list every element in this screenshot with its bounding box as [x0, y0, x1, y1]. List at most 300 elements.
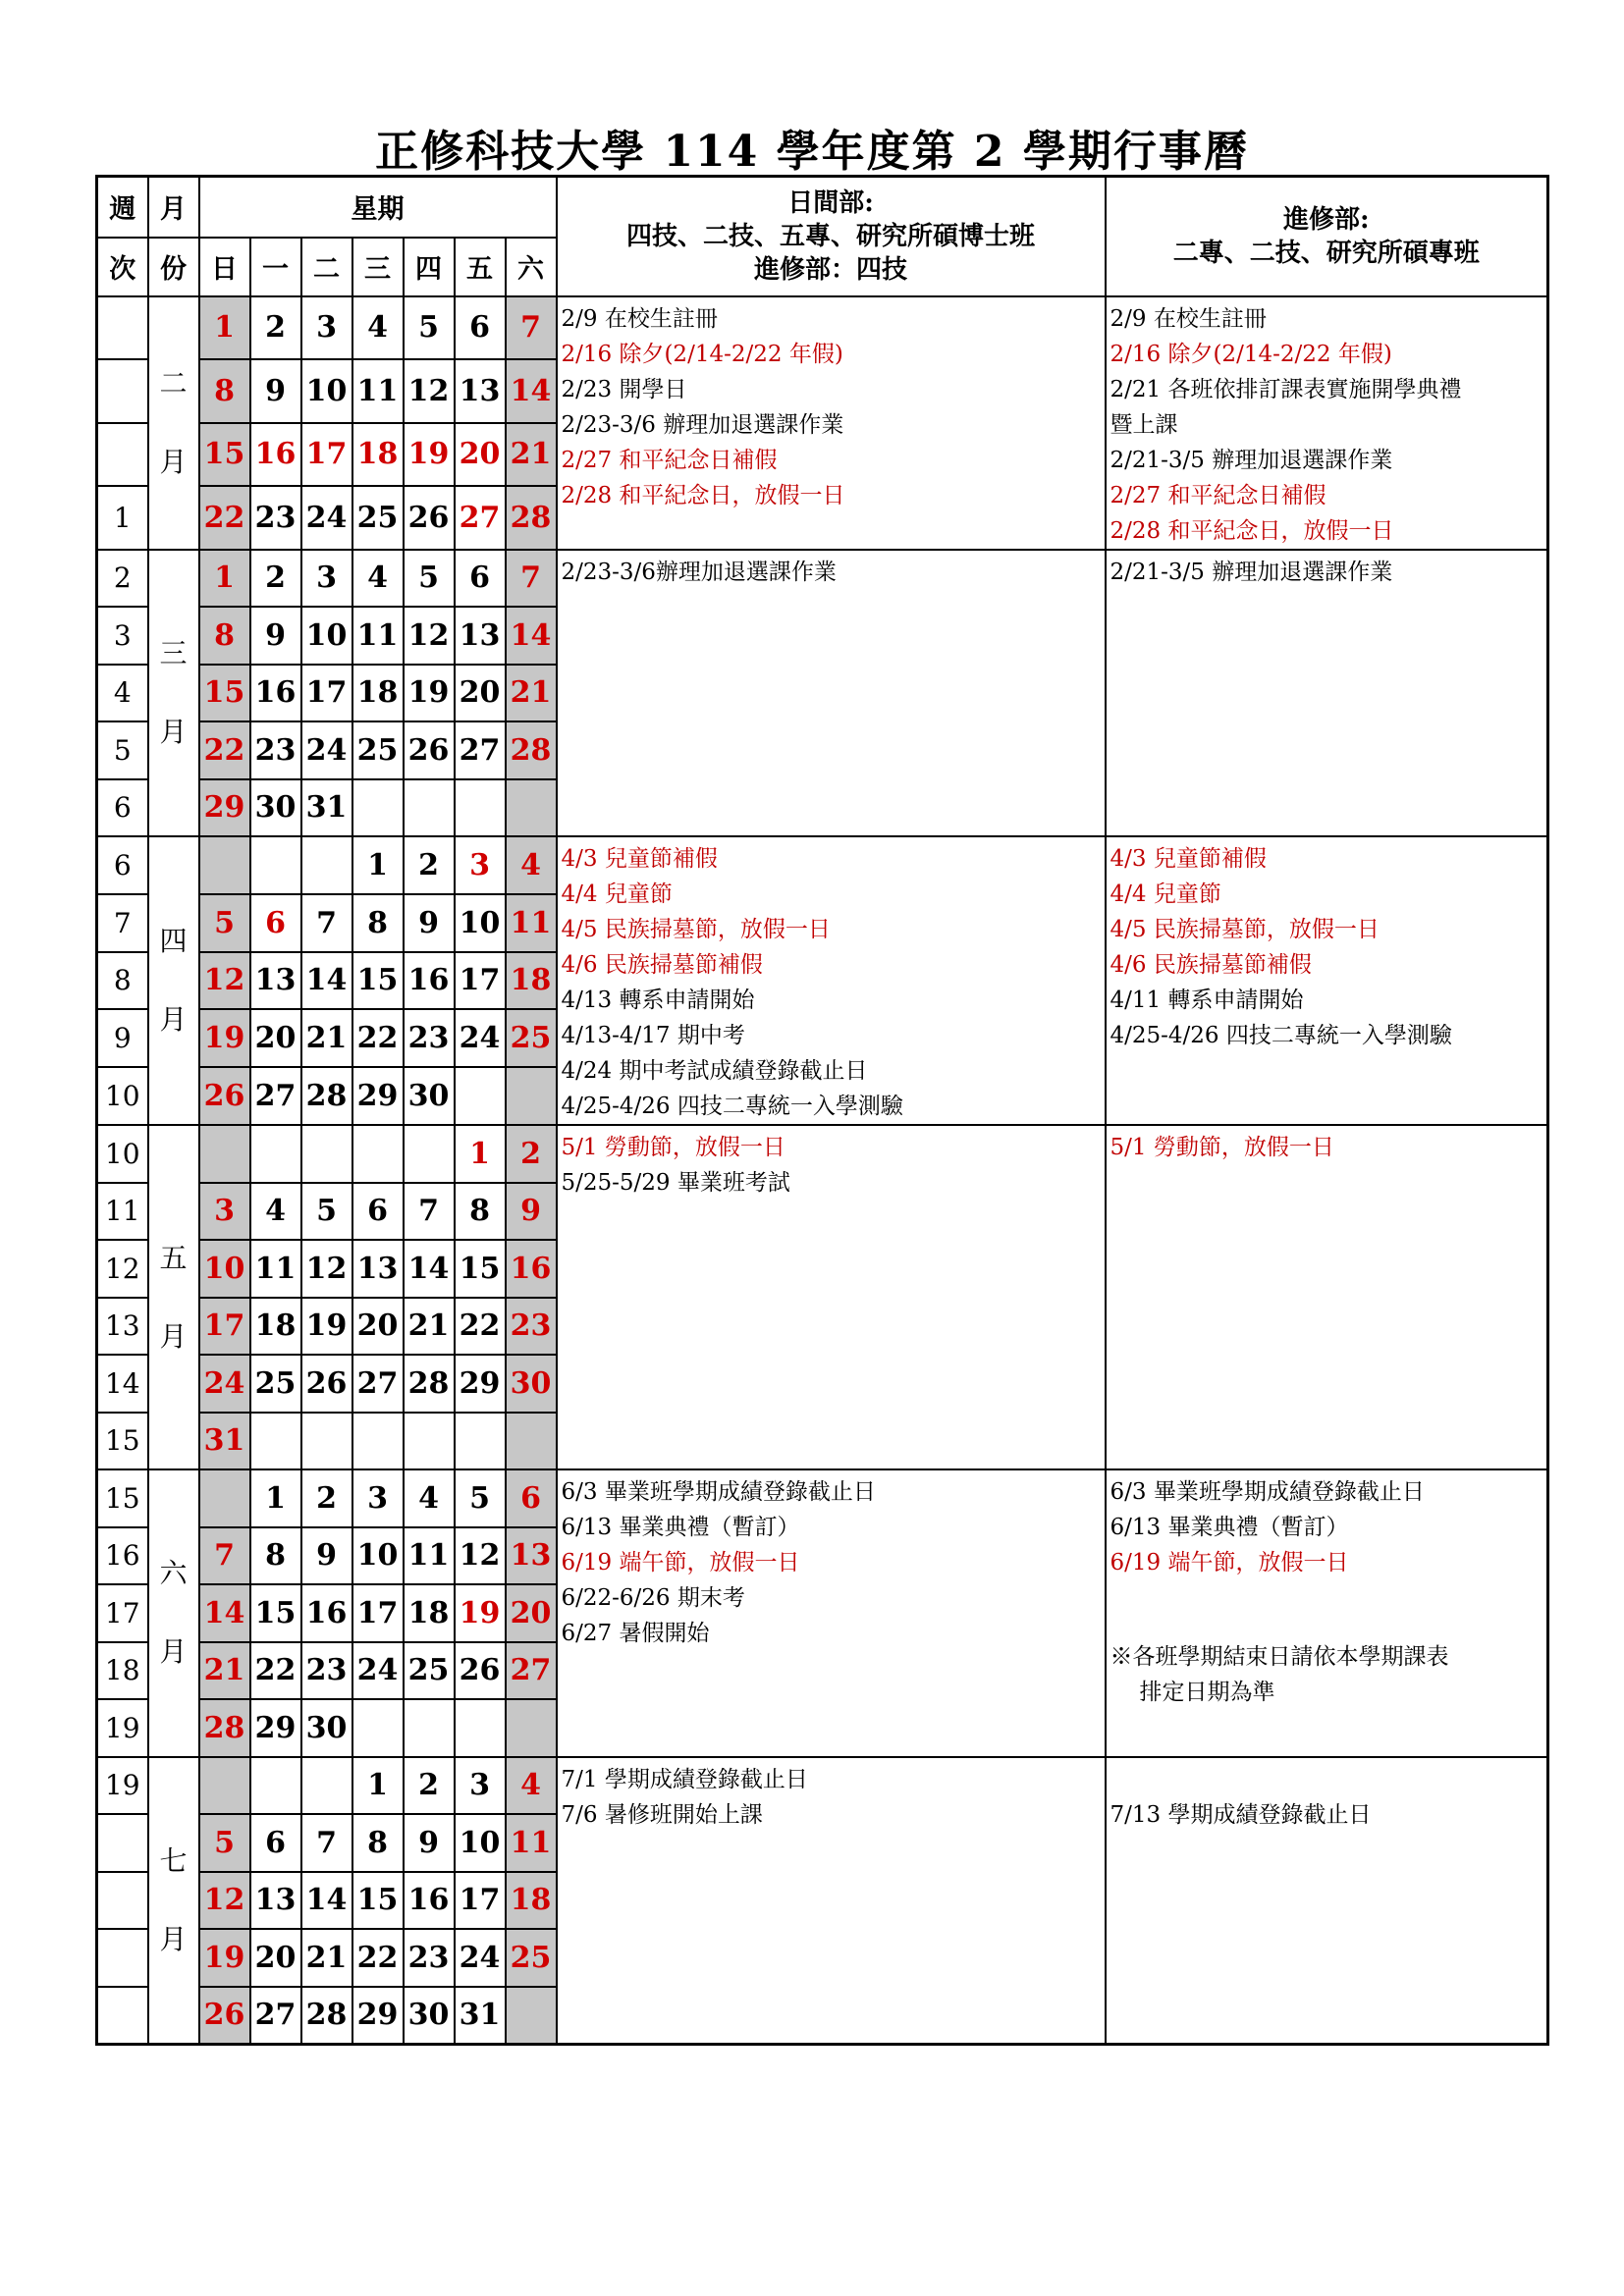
- day-cell: 26: [404, 721, 455, 779]
- month-label-char: 四: [159, 925, 188, 957]
- week-number: 8: [97, 952, 148, 1010]
- day-cell: [506, 1699, 557, 1757]
- week-number: 15: [97, 1469, 148, 1527]
- week-number: 14: [97, 1355, 148, 1413]
- day-cell: [352, 1125, 404, 1183]
- day-division-events: [557, 550, 1106, 837]
- week-number: 7: [97, 894, 148, 952]
- day-cell: 1: [199, 550, 250, 608]
- week-row: [97, 1469, 1548, 1527]
- event-item: 4/24 期中考試成績登錄截止日: [561, 1058, 868, 1084]
- day-cell: 26: [199, 1987, 250, 2045]
- day-cell: [250, 1413, 301, 1470]
- day-cell: 14: [301, 952, 352, 1010]
- day-cell: 16: [250, 665, 301, 722]
- day-cell: 9: [250, 607, 301, 665]
- day-cell: 31: [199, 1413, 250, 1470]
- week-number: 13: [97, 1298, 148, 1356]
- event-item: 2/27 和平紀念日補假: [561, 447, 778, 473]
- week-number: 19: [97, 1699, 148, 1757]
- weekday-sat: 六: [506, 238, 557, 296]
- month-label: [148, 296, 199, 550]
- event-item: 2/23 開學日: [561, 376, 687, 402]
- day-division-events: [557, 1757, 1106, 2045]
- day-cell: 22: [352, 1009, 404, 1067]
- month-label: [148, 1125, 199, 1469]
- day-cell: [250, 1757, 301, 1815]
- day-cell: 3: [455, 836, 506, 894]
- week-row: [97, 550, 1548, 608]
- event-item: 4/6 民族掃墓節補假: [1110, 952, 1312, 978]
- event-item: 2/16 除夕(2/14-2/22 年假): [561, 341, 843, 367]
- event-item: 2/16 除夕(2/14-2/22 年假): [1110, 341, 1392, 367]
- week-row: [97, 1125, 1548, 1183]
- week-number: [97, 296, 148, 360]
- day-cell: 28: [199, 1699, 250, 1757]
- month-label-char: 六: [159, 1557, 188, 1590]
- day-cell: 3: [352, 1469, 404, 1527]
- day-cell: 8: [352, 894, 404, 952]
- day-cell: 20: [250, 1929, 301, 1987]
- extension-division-events: [1106, 836, 1548, 1125]
- day-cell: 12: [199, 1872, 250, 1930]
- day-cell: 19: [301, 1298, 352, 1356]
- day-cell: 2: [506, 1125, 557, 1183]
- day-cell: 23: [404, 1929, 455, 1987]
- day-cell: [404, 1125, 455, 1183]
- day-cell: 2: [404, 836, 455, 894]
- day-cell: 10: [301, 607, 352, 665]
- day-cell: 12: [301, 1240, 352, 1298]
- month-label-char: 月: [159, 1319, 188, 1353]
- day-cell: 5: [301, 1183, 352, 1241]
- day-cell: 11: [250, 1240, 301, 1298]
- month-label-char: 月: [159, 715, 188, 748]
- day-cell: 5: [404, 296, 455, 360]
- day-cell: 27: [455, 721, 506, 779]
- day-cell: 15: [250, 1584, 301, 1642]
- day-cell: 25: [250, 1355, 301, 1413]
- month-label-char: 月: [159, 1003, 188, 1036]
- day-cell: 14: [404, 1240, 455, 1298]
- day-cell: 1: [199, 296, 250, 360]
- event-item: 4/13-4/17 期中考: [561, 1023, 745, 1048]
- day-cell: [455, 1067, 506, 1125]
- day-division-events: [557, 1469, 1106, 1757]
- day-cell: 28: [404, 1355, 455, 1413]
- day-cell: 20: [250, 1009, 301, 1067]
- extension-division-events: [1106, 1469, 1548, 1757]
- day-cell: 27: [506, 1642, 557, 1700]
- day-cell: [506, 1987, 557, 2045]
- day-cell: 14: [199, 1584, 250, 1642]
- day-cell: 3: [455, 1757, 506, 1815]
- day-cell: 25: [352, 486, 404, 550]
- day-cell: [404, 1699, 455, 1757]
- day-cell: 4: [506, 1757, 557, 1815]
- day-cell: 9: [506, 1183, 557, 1241]
- day-cell: 17: [301, 423, 352, 487]
- day-cell: 28: [506, 486, 557, 550]
- day-cell: [352, 1699, 404, 1757]
- day-cell: 5: [404, 550, 455, 608]
- event-item: 6/22-6/26 期末考: [561, 1585, 745, 1611]
- day-cell: 16: [404, 1872, 455, 1930]
- day-cell: 13: [506, 1527, 557, 1585]
- day-cell: 3: [301, 550, 352, 608]
- day-cell: 4: [250, 1183, 301, 1241]
- day-cell: 24: [301, 721, 352, 779]
- day-cell: [301, 1413, 352, 1470]
- month-label-char: 二: [159, 366, 188, 400]
- event-item: 4/4 兒童節: [1110, 881, 1221, 907]
- event-item: 4/11 轉系申請開始: [1110, 988, 1304, 1013]
- day-cell: 28: [506, 721, 557, 779]
- day-cell: 6: [455, 550, 506, 608]
- event-item: [1110, 1762, 1547, 1797]
- day-cell: 9: [250, 359, 301, 423]
- day-cell: 21: [404, 1298, 455, 1356]
- day-division-events: [557, 296, 1106, 550]
- day-cell: 11: [506, 894, 557, 952]
- day-cell: 2: [404, 1757, 455, 1815]
- day-cell: 30: [404, 1987, 455, 2045]
- day-cell: 5: [199, 894, 250, 952]
- day-cell: 29: [250, 1699, 301, 1757]
- event-item: 2/21-3/5 辦理加退選課作業: [1110, 447, 1393, 473]
- day-cell: 7: [506, 550, 557, 608]
- day-cell: 16: [250, 423, 301, 487]
- day-cell: 20: [455, 423, 506, 487]
- day-cell: 9: [404, 894, 455, 952]
- day-cell: 13: [455, 359, 506, 423]
- event-item: 7/1 學期成績登錄截止日: [561, 1766, 808, 1792]
- day-cell: 11: [506, 1814, 557, 1872]
- day-cell: 22: [250, 1642, 301, 1700]
- day-division-header: 日間部: 四技、二技、五專、研究所碩博士班 進修部：四技: [557, 177, 1106, 296]
- extension-division-events: [1106, 296, 1548, 550]
- day-cell: 19: [404, 665, 455, 722]
- day-cell: 13: [352, 1240, 404, 1298]
- day-cell: 17: [455, 952, 506, 1010]
- day-cell: 20: [506, 1584, 557, 1642]
- event-item: 7/6 暑修班開始上課: [561, 1801, 763, 1828]
- day-cell: 30: [301, 1699, 352, 1757]
- event-item: 4/3 兒童節補假: [1110, 846, 1267, 872]
- extension-division-events: [1106, 1757, 1548, 2045]
- day-cell: 12: [404, 607, 455, 665]
- day-cell: 13: [455, 607, 506, 665]
- extension-division-events: [1106, 550, 1548, 837]
- week-number: [97, 1872, 148, 1930]
- semester-end-note-cont: 排定日期為準: [1139, 1680, 1275, 1705]
- week-number: 1: [97, 486, 148, 550]
- event-item: 6/3 畢業班學期成績登錄截止日: [561, 1479, 876, 1505]
- day-cell: 27: [455, 486, 506, 550]
- month-label-char: 月: [159, 1635, 188, 1669]
- week-number: 12: [97, 1240, 148, 1298]
- event-item: 4/25-4/26 四技二專統一入學測驗: [561, 1094, 903, 1119]
- day-cell: 15: [199, 665, 250, 722]
- day-cell: [250, 836, 301, 894]
- day-cell: 9: [404, 1814, 455, 1872]
- day-cell: 17: [352, 1584, 404, 1642]
- day-cell: 24: [199, 1355, 250, 1413]
- day-cell: 4: [404, 1469, 455, 1527]
- event-item: 2/21 各班依排訂課表實施開學典禮: [1110, 376, 1462, 402]
- extension-division-events: [1106, 1125, 1548, 1469]
- day-cell: 23: [404, 1009, 455, 1067]
- day-cell: 6: [352, 1183, 404, 1241]
- event-item: 2/9 在校生註冊: [1110, 305, 1267, 332]
- day-cell: 1: [352, 836, 404, 894]
- day-cell: [301, 1125, 352, 1183]
- day-cell: 18: [352, 665, 404, 722]
- day-cell: 11: [352, 359, 404, 423]
- week-number: 17: [97, 1584, 148, 1642]
- day-cell: 29: [352, 1067, 404, 1125]
- day-cell: 19: [199, 1009, 250, 1067]
- day-cell: 25: [506, 1009, 557, 1067]
- event-item: 4/4 兒童節: [561, 881, 673, 907]
- event-item: 4/25-4/26 四技二專統一入學測驗: [1110, 1023, 1452, 1048]
- week-number: 2: [97, 550, 148, 608]
- week-number: [97, 1987, 148, 2045]
- week-number: 6: [97, 779, 148, 837]
- day-cell: 3: [301, 296, 352, 360]
- day-cell: 20: [455, 665, 506, 722]
- day-cell: 21: [301, 1929, 352, 1987]
- month-label-char: 月: [159, 1922, 188, 1955]
- day-cell: 10: [199, 1240, 250, 1298]
- day-cell: 26: [404, 486, 455, 550]
- day-cell: 1: [250, 1469, 301, 1527]
- day-cell: [199, 1125, 250, 1183]
- day-cell: 19: [199, 1929, 250, 1987]
- week-number: 6: [97, 836, 148, 894]
- day-cell: 7: [199, 1527, 250, 1585]
- day-cell: 9: [301, 1527, 352, 1585]
- day-cell: 4: [506, 836, 557, 894]
- day-cell: [455, 1699, 506, 1757]
- day-cell: 6: [250, 1814, 301, 1872]
- event-item: 7/13 學期成績登錄截止日: [1110, 1801, 1372, 1828]
- day-cell: 27: [250, 1067, 301, 1125]
- day-cell: 18: [506, 952, 557, 1010]
- day-cell: 18: [506, 1872, 557, 1930]
- day-cell: 1: [352, 1757, 404, 1815]
- week-number: [97, 1929, 148, 1987]
- event-item: 6/3 畢業班學期成績登錄截止日: [1110, 1479, 1425, 1505]
- day-cell: 18: [404, 1584, 455, 1642]
- month-label-char: 五: [159, 1241, 188, 1274]
- event-item: 5/25-5/29 畢業班考試: [561, 1170, 790, 1196]
- day-cell: 2: [301, 1469, 352, 1527]
- day-cell: 10: [352, 1527, 404, 1585]
- event-item: 6/19 端午節，放假一日: [561, 1550, 800, 1575]
- day-cell: 4: [352, 296, 404, 360]
- day-cell: 7: [404, 1183, 455, 1241]
- week-number: 16: [97, 1527, 148, 1585]
- event-item: 2/27 和平紀念日補假: [1110, 482, 1326, 508]
- week-header: 週: [97, 177, 148, 238]
- day-cell: 26: [301, 1355, 352, 1413]
- calendar-table: [95, 175, 1549, 2046]
- day-cell: 21: [506, 423, 557, 487]
- day-cell: 22: [352, 1929, 404, 1987]
- weekday-mon: 一: [250, 238, 301, 296]
- event-item: 2/23-3/6辦理加退選課作業: [561, 559, 837, 585]
- week-number: 5: [97, 721, 148, 779]
- day-division-events: [557, 836, 1106, 1125]
- day-cell: 29: [455, 1355, 506, 1413]
- day-cell: 8: [199, 607, 250, 665]
- day-cell: 21: [506, 665, 557, 722]
- day-cell: [301, 1757, 352, 1815]
- day-cell: 18: [250, 1298, 301, 1356]
- month-label-char: 三: [159, 636, 188, 669]
- day-cell: 4: [352, 550, 404, 608]
- week-row: [97, 836, 1548, 894]
- day-cell: 8: [455, 1183, 506, 1241]
- event-item: 2/9 在校生註冊: [561, 305, 718, 332]
- day-cell: 10: [301, 359, 352, 423]
- month-label: [148, 550, 199, 837]
- day-cell: 23: [250, 721, 301, 779]
- day-cell: 12: [199, 952, 250, 1010]
- day-cell: 21: [301, 1009, 352, 1067]
- week-header-2: 次: [97, 238, 148, 296]
- day-cell: 18: [352, 423, 404, 487]
- day-cell: [352, 779, 404, 837]
- day-cell: 8: [352, 1814, 404, 1872]
- day-cell: 23: [301, 1642, 352, 1700]
- day-cell: 22: [199, 486, 250, 550]
- event-item: 2/28 和平紀念日，放假一日: [561, 482, 845, 508]
- week-number: 10: [97, 1125, 148, 1183]
- day-cell: 28: [301, 1987, 352, 2045]
- day-cell: [404, 1413, 455, 1470]
- day-cell: 27: [352, 1355, 404, 1413]
- day-cell: 2: [250, 550, 301, 608]
- day-cell: 14: [301, 1872, 352, 1930]
- day-division-events: [557, 1125, 1106, 1469]
- event-item: 暨上課: [1110, 411, 1178, 438]
- week-number: [97, 423, 148, 487]
- page-title: 正修科技大學 114 學年度第 2 學期行事曆: [375, 127, 1249, 177]
- day-cell: 25: [404, 1642, 455, 1700]
- day-cell: 14: [506, 359, 557, 423]
- day-cell: 15: [455, 1240, 506, 1298]
- month-label-char: 七: [159, 1843, 188, 1877]
- event-item: 4/3 兒童節補假: [561, 846, 718, 872]
- day-cell: 10: [455, 894, 506, 952]
- day-cell: 19: [404, 423, 455, 487]
- day-cell: 16: [404, 952, 455, 1010]
- week-row: [97, 296, 1548, 360]
- weekday-header: 星期: [199, 177, 557, 238]
- day-cell: [352, 1413, 404, 1470]
- day-cell: [506, 1413, 557, 1470]
- week-number: 19: [97, 1757, 148, 1815]
- event-item: 4/6 民族掃墓節補假: [561, 952, 763, 978]
- day-cell: 12: [404, 359, 455, 423]
- weekday-fri: 五: [455, 238, 506, 296]
- day-cell: [506, 779, 557, 837]
- day-cell: 13: [250, 952, 301, 1010]
- day-cell: [199, 1469, 250, 1527]
- day-cell: 25: [352, 721, 404, 779]
- event-item: 4/5 民族掃墓節，放假一日: [1110, 917, 1380, 942]
- day-cell: 31: [301, 779, 352, 837]
- day-cell: 21: [199, 1642, 250, 1700]
- day-cell: 15: [352, 1872, 404, 1930]
- day-cell: 14: [506, 607, 557, 665]
- day-cell: 6: [455, 296, 506, 360]
- day-cell: 30: [404, 1067, 455, 1125]
- day-cell: 15: [199, 423, 250, 487]
- day-cell: 22: [199, 721, 250, 779]
- week-number: [97, 1814, 148, 1872]
- event-item: 5/1 勞動節，放假一日: [1110, 1135, 1334, 1160]
- day-cell: 6: [250, 894, 301, 952]
- day-cell: [199, 836, 250, 894]
- day-cell: 24: [455, 1009, 506, 1067]
- semester-end-note: ※各班學期結束日請依本學期課表: [1110, 1644, 1449, 1670]
- day-cell: 7: [506, 296, 557, 360]
- day-cell: 11: [404, 1527, 455, 1585]
- day-cell: 28: [301, 1067, 352, 1125]
- event-item: 2/23-3/6 辦理加退選課作業: [561, 411, 844, 438]
- day-cell: 15: [352, 952, 404, 1010]
- day-cell: 17: [301, 665, 352, 722]
- day-cell: 10: [455, 1814, 506, 1872]
- day-cell: 23: [506, 1298, 557, 1356]
- week-number: 3: [97, 607, 148, 665]
- day-cell: 19: [455, 1584, 506, 1642]
- day-cell: 7: [301, 894, 352, 952]
- event-item: 2/21-3/5 辦理加退選課作業: [1110, 559, 1393, 585]
- day-cell: 22: [455, 1298, 506, 1356]
- day-cell: [404, 779, 455, 837]
- day-cell: 3: [199, 1183, 250, 1241]
- month-label-char: 月: [159, 445, 188, 478]
- day-cell: 27: [250, 1987, 301, 2045]
- day-cell: [301, 836, 352, 894]
- day-cell: 31: [455, 1987, 506, 2045]
- day-cell: 25: [506, 1929, 557, 1987]
- day-cell: 23: [250, 486, 301, 550]
- day-cell: 26: [199, 1067, 250, 1125]
- month-header: 月: [148, 177, 199, 238]
- day-cell: 8: [199, 359, 250, 423]
- week-number: 15: [97, 1413, 148, 1470]
- day-cell: 16: [301, 1584, 352, 1642]
- day-cell: 24: [455, 1929, 506, 1987]
- weekday-wed: 三: [352, 238, 404, 296]
- day-cell: [250, 1125, 301, 1183]
- day-cell: 30: [250, 779, 301, 837]
- day-cell: 1: [455, 1125, 506, 1183]
- day-cell: 13: [250, 1872, 301, 1930]
- event-item: 6/27 暑假開始: [561, 1621, 710, 1646]
- day-cell: 12: [455, 1527, 506, 1585]
- weekday-thu: 四: [404, 238, 455, 296]
- month-header-2: 份: [148, 238, 199, 296]
- event-item: 6/13 畢業典禮（暫訂）: [561, 1515, 800, 1540]
- day-cell: 17: [199, 1298, 250, 1356]
- day-cell: 20: [352, 1298, 404, 1356]
